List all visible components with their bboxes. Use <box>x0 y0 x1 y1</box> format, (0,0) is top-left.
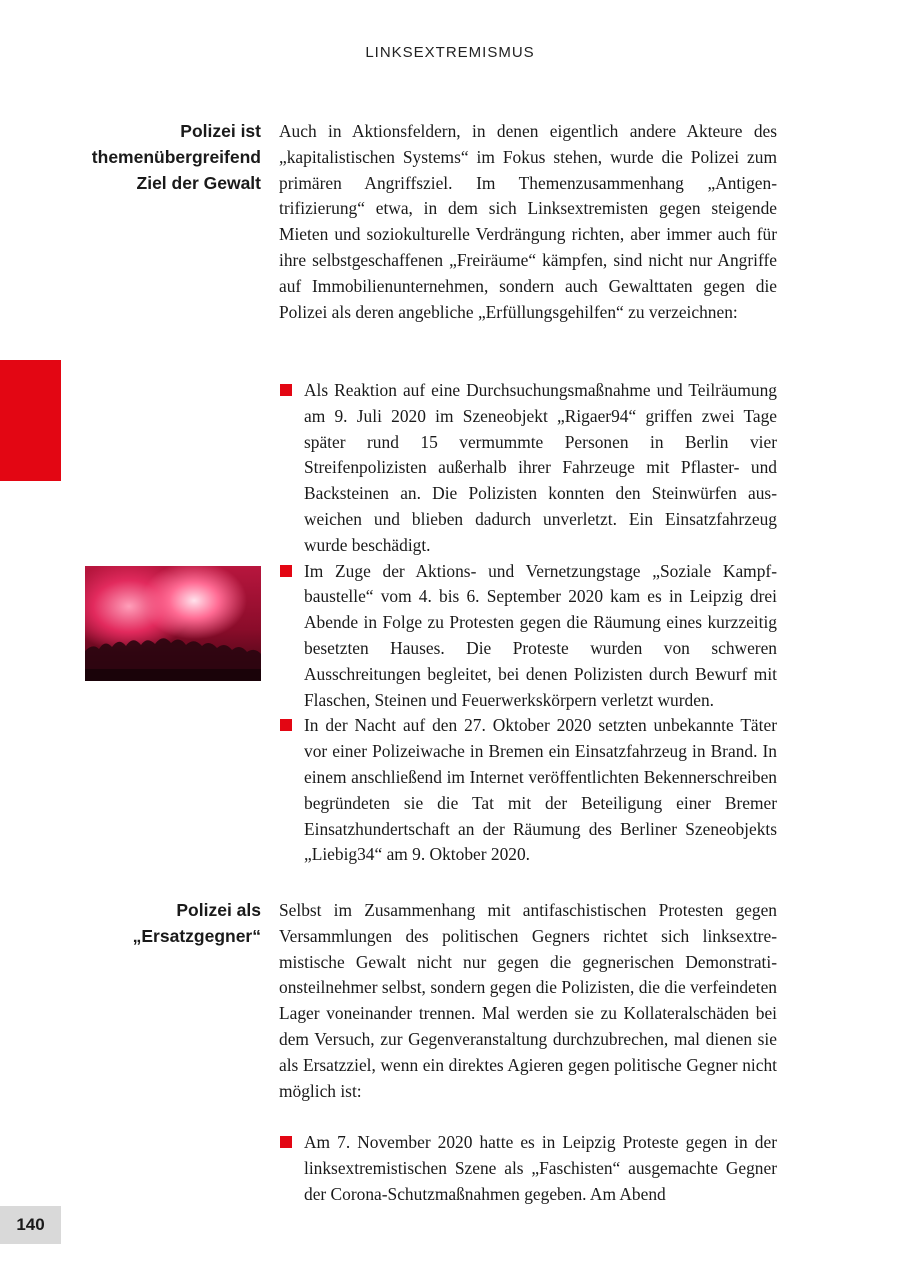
bullet-item <box>279 713 777 868</box>
crowd-silhouette-icon <box>85 621 261 681</box>
body-paragraph: Selbst im Zusammenhang mit antifaschistischen Protesten gegen Versammlungen des politischen Gegners richtet sich linksextremistische Gewalt nicht nur gegen die gegnerischen Demonstrationsteilnehmer selbst, sondern gegen die Polizisten, die die verfeindeten Lager voneinander trennen. Mal werden sie zu Kollateralschäden bei dem Versuch, zur Gegenveranstaltung durchzubrechen, mal dienen sie als Ersatzziel, wenn ein direktes Agieren gegen politische Gegner nicht möglich ist: <box>279 900 777 1101</box>
page-number: 140 <box>0 1206 61 1244</box>
red-square-bullet-icon <box>280 719 292 731</box>
bullet-item <box>279 559 777 714</box>
protest-photo <box>85 566 261 681</box>
running-header: LINKSEXTREMISMUS <box>365 44 535 61</box>
side-heading-polizei-ziel <box>60 119 261 196</box>
side-heading-line: „Ersatzgegner“ <box>132 925 261 946</box>
bullet-text: Im Zuge der Aktions- und Vernetzungstage „Soziale Kampfbaustelle“ vom 4. bis 6. September 2020 kam es in Leipzig drei Abende in Folge zu Protesten gegen die Räumung eines kurzzeitig besetzten Hauses. Die Proteste wurden von schweren Ausschreitungen begleitet, bei denen Polizisten durch Bewurf mit Flaschen, Steinen und Feuerwerkskörpern verletzt wurden. <box>304 560 777 710</box>
red-square-bullet-icon <box>280 1136 292 1148</box>
red-square-bullet-icon <box>280 565 292 577</box>
bullet-list <box>279 378 777 868</box>
bullet-item <box>279 378 777 559</box>
red-square-bullet-icon <box>280 384 292 396</box>
side-heading-line: Polizei als <box>176 900 261 920</box>
bullet-text: In der Nacht auf den 27. Oktober 2020 setzten unbekannte Täter vor einer Polizeiwache in Bremen ein Einsatzfahrzeug in Brand. In einem anschließend im Internet veröffentlichten Bekennerschreiben begründeten sie die Tat mit der Beteiligung einer Bremer Einsatzhundertschaft an der Räumung des Berliner Szeneobjekts „Liebig34“ am 9. Oktober 2020. <box>304 715 777 865</box>
bullet-text: Als Reaktion auf eine Durchsuchungsmaßnahme und Teilräumung am 9. Juli 2020 im Szeneobjekt „Rigaer94“ griffen zwei Tage später rund 15 vermummte Personen in Berlin vier Streifenpolizisten außerhalb ihrer Fahrzeuge mit Pflaster- und Backsteinen an. Die Polizisten konnten den Steinwürfen ausweichen und blieben dadurch unverletzt. Ein Einsatzfahrzeug wurde beschädigt. <box>304 380 777 555</box>
bullet-list <box>279 1130 777 1207</box>
side-heading-line: Polizei ist <box>180 121 261 141</box>
side-heading-line: themenübergreifend <box>91 146 261 167</box>
body-paragraph: Auch in Aktionsfeldern, in denen eigentlich andere Akteure des „kapitalistischen Systems“ im Fokus stehen, wurde die Polizei zum primären Angriffsziel. Im Themenzusammenhang „Antigentrifizierung“ etwa, in dem sich Linksextremisten gegen steigende Mieten und soziokulturelle Verdrängung richten, aber immer auch für ihre selbstgeschaffenen „Freiräume“ kämpfen, sind nicht nur Angriffe auf Immobilienunternehmen, sondern auch Gewalttaten gegen die Polizei als deren angebliche „Erfüllungsgehilfen“ zu verzeichnen: <box>279 121 777 322</box>
bullet-item <box>279 1130 777 1207</box>
side-heading-ersatzgegner <box>60 898 261 950</box>
chapter-tab-marker <box>0 360 61 481</box>
side-heading-line: Ziel der Gewalt <box>136 172 261 193</box>
bullet-text: Am 7. November 2020 hatte es in Leipzig Proteste gegen in der linksextremistischen Szene als „Faschisten“ ausgemachte Gegner der Corona-Schutzmaßnahmen gegeben. Am Abend <box>304 1132 777 1204</box>
